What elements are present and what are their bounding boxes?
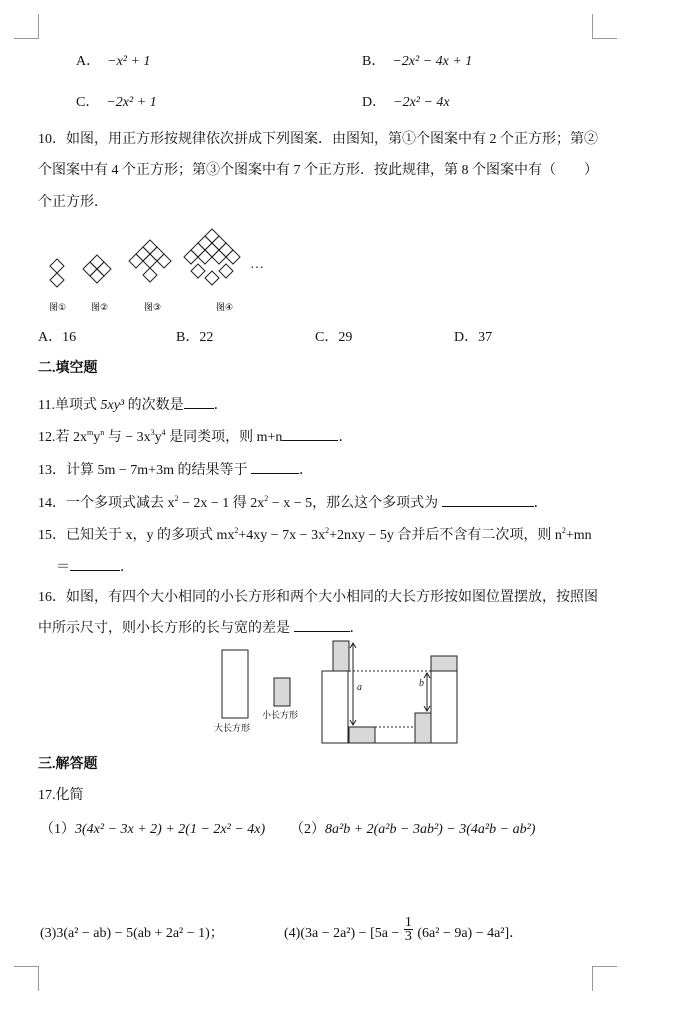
- q15-line-1: 15．已知关于 x，y 的多项式 $mx^2+4xy - 7x - 3x^2+2nxy - 5y$ 合并后不含有二次项，则 $n^2+mn$: [38, 526, 592, 543]
- combined-right-small-bottom: [415, 713, 431, 743]
- q9-option-a: A． −x² + 1: [76, 54, 151, 69]
- q17-part-1: （1）3(4x² − 3x + 2) + 2(1 − 2x² − 4x): [40, 822, 266, 837]
- combined-left-big: [322, 671, 348, 743]
- figure-1-label: 图①: [49, 302, 67, 312]
- label-a: a: [357, 682, 362, 693]
- figure-3-label: 图③: [144, 302, 162, 312]
- small-rectangle: [274, 678, 290, 706]
- figure-4-label: 图④: [216, 302, 234, 312]
- combined-right-small-top: [431, 656, 457, 671]
- q17-part-4: (4)(3a − 2a²) − [5a − $\frac{1}{3}$ (6a² − 9a) − 4a²]．: [284, 915, 524, 945]
- crop-mark-bottom-right: [592, 966, 617, 991]
- figure-3-squares: [129, 240, 171, 282]
- label-small-rectangle: 小长方形: [262, 710, 299, 720]
- label-big-rectangle: 大长方形: [214, 723, 251, 733]
- figure-2-label: 图②: [91, 302, 109, 312]
- q10-option-d: D．37: [454, 330, 493, 345]
- label-b: b: [419, 678, 424, 689]
- q10-line-2: 个图案中有 4 个正方形；第③个图案中有 7 个正方形．按此规律，第 8 个图案中有（ ）: [38, 163, 598, 178]
- crop-mark-top-left: [14, 14, 39, 39]
- q9-option-b: B． −2x² − 4x + 1: [362, 54, 473, 69]
- combined-left-small-top: [333, 641, 349, 671]
- q15-line-2: ＝ ．: [56, 560, 134, 575]
- combined-right-big: [431, 671, 457, 743]
- crop-mark-top-right: [592, 14, 617, 39]
- q17-part-3: (3)3(a² − ab) − 5(ab + 2a² − 1)；: [40, 926, 224, 941]
- q17-part-2: （2）8a²b + 2(a²b − 3ab²) − 3(4a²b − ab²): [290, 822, 536, 837]
- big-rectangle: [222, 650, 248, 718]
- combined-left-small-bottom: [349, 727, 375, 743]
- q10-line-3: 个正方形．: [38, 195, 108, 210]
- figure-2-squares: [83, 255, 111, 283]
- q12: 12.若 $2x^my^n$ 与 − $3x^3y^4$ 是同类项，则 m+n ．: [38, 428, 353, 445]
- q11: 11.单项式 5xy³ 的次数是 ．: [38, 398, 228, 413]
- figure-4-squares: [184, 229, 240, 285]
- q13: 13．计算 5m − 7m+3m 的结果等于 ．: [38, 463, 313, 478]
- figure-1-squares: [50, 259, 64, 287]
- q14: 14．一个多项式减去 $x^2 - 2x - 1$ 得 $2x^2 - x - 5$，那么这个多项式为 ．: [38, 494, 548, 511]
- q10-line-1: 10．如图，用正方形按规律依次拼成下列图案．由图知，第①个图案中有 2 个正方形；第②: [38, 132, 598, 147]
- pattern-ellipsis: ···: [250, 261, 264, 276]
- q16-rectangles-figure: [210, 638, 466, 748]
- q10-option-b: B．22: [176, 330, 214, 345]
- q10-option-a: A．16: [38, 330, 77, 345]
- q10-option-c: C．29: [315, 330, 353, 345]
- fraction-one-third: $\frac{1}{3}$: [404, 915, 412, 945]
- q9-option-c: C． −2x² + 1: [76, 95, 157, 110]
- q17-title: 17.化简: [38, 788, 84, 803]
- q16-line-1: 16．如图，有四个大小相同的小长方形和两个大小相同的大长方形按如图位置摆放，按照图: [38, 590, 598, 605]
- section-3-heading: 三.解答题: [38, 757, 98, 772]
- q9-option-d: D． −2x² − 4x: [362, 95, 450, 110]
- q16-line-2: 中所示尺寸，则小长方形的长与宽的差是 ．: [38, 621, 364, 636]
- crop-mark-bottom-left: [14, 966, 39, 991]
- q10-square-pattern-figure: [40, 226, 280, 318]
- section-2-heading: 二.填空题: [38, 361, 98, 376]
